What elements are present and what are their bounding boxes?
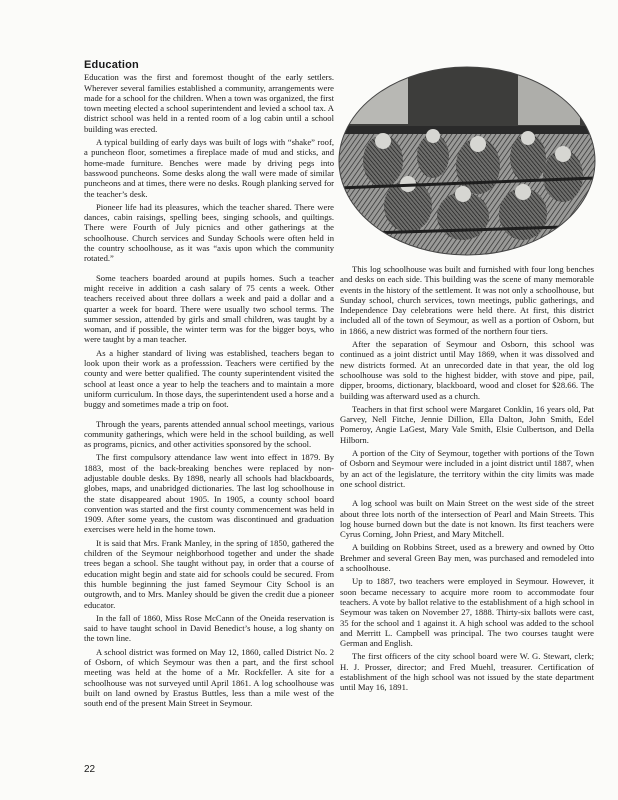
- paragraph: A school district was formed on May 12, 1860, called District No. 2 of Osborn, of which Seymour was then a part, and the first school meeting was held at the home of a Mr. Rockfeller. A site for a schoolhouse was not surveyed until April 1861. A log schoolhouse was built on land owned by Erastus Buttles, less than a mile west of the south end of the present Main Street in Seymour.: [84, 646, 334, 709]
- paragraph: Education was the first and foremost thought of the early settlers. Wherever several families established a community, arrangements were made for a school for the children. When a town was organized, the first town meeting elected a school superintendent and levied a school tax. A district school was held in a rented room of a log cabin until a school building was erected.: [84, 72, 334, 134]
- section-heading: Education: [84, 59, 139, 71]
- paragraph: In the fall of 1860, Miss Rose McCann of the Oneida reservation is said to have taught school in David Benedict’s house, a log shanty on the town line.: [84, 612, 334, 644]
- paragraph: A log school was built on Main Street on the west side of the street about three lots north of the intersection of Pearl and Main Streets. This log house burned down but the date is not known. Its first teachers were Cyrus Corning, John Priest, and Mary Mitchell.: [340, 498, 594, 540]
- right-column: [340, 264, 594, 696]
- page-number: 22: [84, 764, 96, 775]
- paragraph: It is said that Mrs. Frank Manley, in the spring of 1850, gathered the children of the Seymour neighborhood together and under the shade trees began a school. She taught without pay, in order that a course of education might begin and state aid for schools could be secured. From this humble beginning the just famed Seymour City School is an outgrowth, and to Mrs. Manley should be given the credit due a pioneer educator.: [84, 537, 334, 610]
- paragraph: The first officers of the city school board were W. G. Stewart, clerk; H. J. Prosser, director; and Fred Muehl, treasurer. Certification of establishment of the high school was not issued by the state department until May 16, 1891.: [340, 651, 594, 693]
- paragraph: Through the years, parents attended annual school meetings, various community gatherings, which were held in the school building, as well as programs, picnics, and other activities sponsored by the school.: [84, 418, 334, 450]
- paragraph: Pioneer life had its pleasures, which the teacher shared. There were dances, cabin raisings, spelling bees, singing schools, and quiltings. There were Fourth of July picnics and other gatherings at the schoolhouse. Church services and Sunday Schools were often held in the country schoolhouse, as it was “axis upon which the community rotated.”: [84, 201, 334, 264]
- paragraph: After the separation of Seymour and Osborn, this school was continued as a joint district until May 1869, when it was dissolved and new districts formed. At an unrecorded date in that year, the old log schoolhouse was sold to the highest bidder, with stove and pipe, pail, dipper, brooms, dictionary, blackboard, wood and closet for $28.66. The building was afterward used as a church.: [340, 339, 594, 401]
- paragraph: A portion of the City of Seymour, together with portions of the Town of Osborn and Seymour were included in a joint district until 1887, when by an act of the legislature, the territory within the city limits was made one school district.: [340, 448, 594, 489]
- paragraph: Teachers in that first school were Margaret Conklin, 16 years old, Pat Garvey, Nell Fitche, Jennie Dillion, Ella Dalton, John Smith, Edel Pomeroy, Angie LaGest, Mary Vale Smith, Elsie Culbertson, and Della Hilborn.: [340, 403, 594, 445]
- paragraph: Some teachers boarded around at pupils homes. Such a teacher might receive in addition a cash salary of 75 cents a week. Other teachers received about three dollars a week and paid a dollar and a quarter a week for board. There were usually two school terms. The summer session, attended by girls and small children, was taught by a woman, and if possible, the winter term was for the bigger boys, who were taught by a man teacher.: [84, 272, 334, 345]
- paragraph: As a higher standard of living was established, teachers began to look upon their work as a professsion. Teachers were certified by the county and were better qualified. The county superintendent visited the school at least once a year to help the teachers and to maintain a more uniform curriculum. In those days, the superintendent used a horse and a buggy and sometimes made a trip on foot.: [84, 347, 334, 410]
- paragraph: Up to 1887, two teachers were employed in Seymour. However, it soon became necessary to acquire more room to accommodate four teachers. A vote by ballot relative to the establishment of a high school in Seymour was taken on November 27, 1888. Thirty-six ballots were cast, 35 for the school and 1 against it. A high school was added to the school and Merritt L. Campbell was principal. The two courses taught were German and English.: [340, 576, 594, 649]
- paragraph: The first compulsory attendance law went into effect in 1879. By 1883, most of the back-breaking benches were replaced by non-adjustable double desks. By 1898, nearly all schools had blackboards, globes, maps, and unabridged dictionaries. The last log schoolhouse in the state disappeared about 1905. In 1905, a county school board convention was started and the first county commencement was held in 1909. After some years, the custom was discontinued and graduation exercises were held in the home town.: [84, 452, 334, 535]
- paragraph: This log schoolhouse was built and furnished with four long benches and desks on each side. This building was the scene of many memorable events in the history of the settlement. It was not only a schoolhouse, but Sunday school, church services, town meetings, public gatherings, and Independence Day celebrations were held there. At first, this district included all of the town of Seymour, as well as a portion of Osborn, but in 1866, a new district was formed of the northern four tiers.: [340, 264, 594, 336]
- classroom-illustration-icon: [338, 66, 596, 256]
- left-column: [84, 60, 334, 712]
- paragraph: A building on Robbins Street, used as a brewery and owned by Otto Brehmer and several Green Bay men, was purchased and remodeled into a schoolhouse.: [340, 542, 594, 574]
- paragraph: A typical building of early days was built of logs with “shake” roof, a puncheon floor, sometimes a fireplace made of mud and sticks, and home-made furniture. Benches were made by driving pegs into basswood puncheons. Some desks along the wall were made of similar puncheons and at times, there were no desks. Rough planking served for the teacher’s desk.: [84, 137, 334, 199]
